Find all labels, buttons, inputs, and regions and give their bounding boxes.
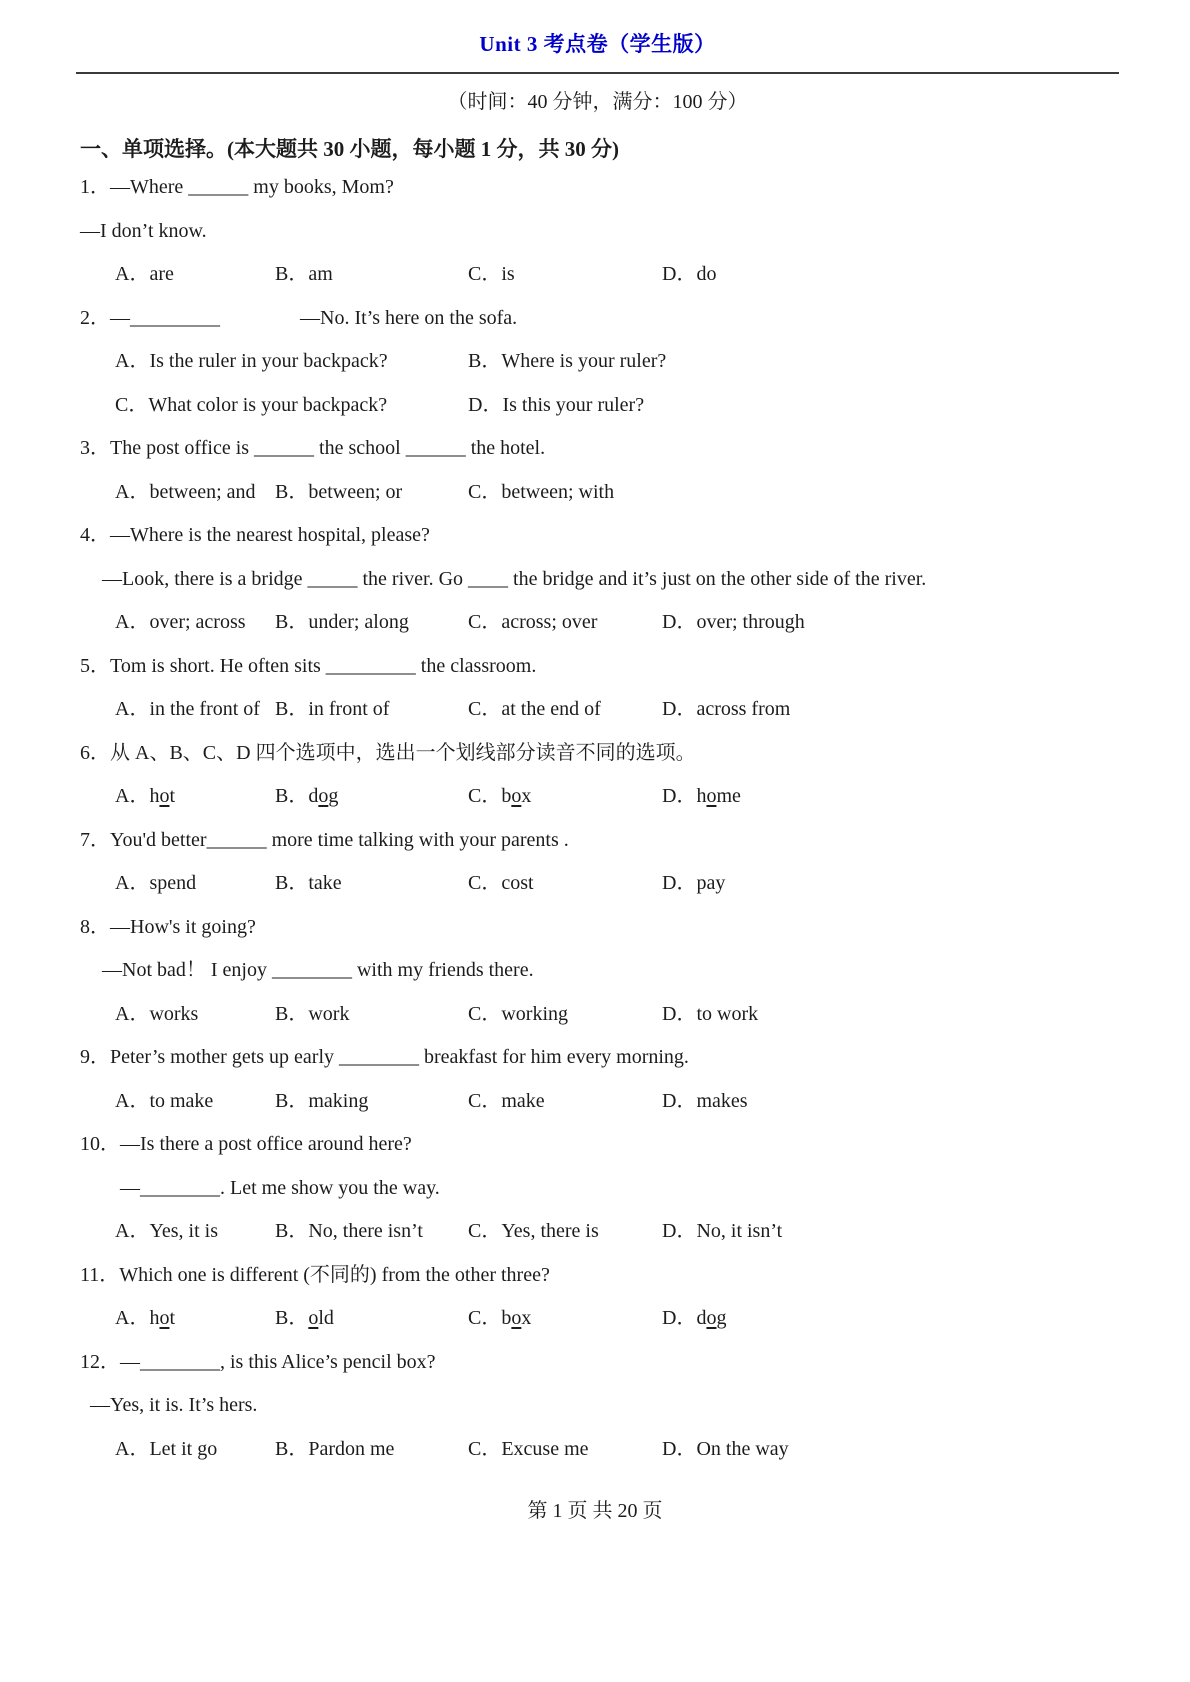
question-7-line-1: 7．You'd better______ more time talking with your parents .	[80, 828, 569, 851]
question-1-line-1: 1．—Where ______ my books, Mom?	[80, 176, 394, 198]
option-d: D．Is this your ruler?	[468, 393, 645, 416]
question-7	[80, 819, 1115, 906]
option-b: B．take	[275, 872, 342, 894]
option-c: C．at the end of	[468, 698, 601, 720]
question-5-options	[80, 688, 1115, 732]
option-d: D．No, it isn’t	[662, 1220, 783, 1242]
question-4-line-1: 4．—Where is the nearest hospital, please?	[80, 524, 430, 546]
question-11	[80, 1254, 1115, 1341]
option-a: A．hot	[115, 785, 176, 807]
question-12-line-1: 12．—________, is this Alice’s pencil box?	[80, 1350, 436, 1373]
question-11-options	[80, 1297, 1115, 1341]
section-heading: 一、单项选择。(本大题共 30 小题，每小题 1 分，共 30 分)	[80, 137, 619, 161]
option-a: A．Is the ruler in your backpack?	[115, 350, 388, 372]
question-2-line-1: 2．—_________ —No. It’s here on the sofa.	[80, 306, 518, 329]
option-d: D．over; through	[662, 611, 805, 633]
option-a: A．are	[115, 263, 174, 285]
option-d: D．pay	[662, 872, 726, 894]
question-4	[80, 514, 1115, 645]
option-d: D．makes	[662, 1089, 748, 1112]
question-10	[80, 1123, 1115, 1254]
option-b: B．am	[275, 263, 333, 285]
question-12-options	[80, 1428, 1115, 1472]
question-5	[80, 645, 1115, 732]
question-6-options	[80, 775, 1115, 819]
question-7-options	[80, 862, 1115, 906]
question-9-line-1: 9．Peter’s mother gets up early ________ breakfast for him every morning.	[80, 1046, 689, 1068]
option-d: D．across from	[662, 698, 791, 720]
option-c: C．working	[468, 1002, 568, 1025]
option-b: B．dog	[275, 785, 339, 807]
option-a: A．between; and	[115, 480, 256, 503]
option-c: C．between; with	[468, 480, 615, 503]
question-2-options-row-1	[80, 340, 1115, 384]
option-d: D．to work	[662, 1002, 759, 1025]
option-b: B．between; or	[275, 480, 403, 503]
question-3	[80, 427, 1115, 514]
option-a: A．to make	[115, 1089, 214, 1112]
option-c: C．cost	[468, 872, 534, 894]
option-b: B．Where is your ruler?	[468, 350, 667, 372]
question-6	[80, 732, 1115, 819]
option-c: C．across; over	[468, 611, 598, 633]
question-6-line-1: 6．从 A、B、C、D 四个选项中，选出一个划线部分读音不同的选项。	[80, 741, 696, 764]
option-b: B．making	[275, 1089, 369, 1112]
option-a: A．in the front of	[115, 698, 260, 720]
question-3-options	[80, 471, 1115, 515]
question-8-line-1: 8．—How's it going?	[80, 915, 256, 938]
option-c: C．What color is your backpack?	[115, 393, 388, 416]
option-c: C．Yes, there is	[468, 1220, 599, 1242]
option-a: A．works	[115, 1002, 199, 1025]
option-c: C．box	[468, 1307, 532, 1329]
question-10-line-2: —________. Let me show you the way.	[120, 1176, 440, 1199]
option-c: C．box	[468, 785, 532, 807]
option-c: C．make	[468, 1089, 545, 1112]
question-12-line-2: —Yes, it is. It’s hers.	[90, 1394, 258, 1416]
title-divider	[76, 72, 1119, 74]
question-1	[80, 166, 1115, 297]
question-2-options-row-2	[80, 384, 1115, 428]
question-5-line-1: 5．Tom is short. He often sits _________ the classroom.	[80, 654, 537, 677]
option-d: D．do	[662, 263, 717, 285]
question-1-options	[80, 253, 1115, 297]
option-b: B．No, there isn’t	[275, 1220, 423, 1242]
page-title: Unit 3 考点卷（学生版）	[479, 32, 716, 56]
option-a: A．Let it go	[115, 1437, 218, 1460]
option-a: A．spend	[115, 872, 197, 894]
option-a: A．Yes, it is	[115, 1220, 218, 1242]
question-1-line-2: —I don’t know.	[80, 219, 207, 242]
option-b: B．in front of	[275, 698, 390, 720]
option-b: B．work	[275, 1002, 350, 1025]
question-4-options	[80, 601, 1115, 645]
option-c: C．Excuse me	[468, 1437, 589, 1460]
question-2	[80, 297, 1115, 428]
question-9-options	[80, 1080, 1115, 1124]
question-10-line-1: 10．—Is there a post office around here?	[80, 1133, 412, 1155]
option-d: D．home	[662, 785, 741, 807]
option-d: D．On the way	[662, 1437, 789, 1460]
option-b: B．under; along	[275, 611, 409, 633]
option-b: B．Pardon me	[275, 1437, 395, 1460]
question-8-options	[80, 993, 1115, 1037]
exam-meta: （时间：40 分钟，满分：100 分）	[447, 91, 748, 113]
question-11-line-1: 11．Which one is different (不同的) from the other three?	[80, 1263, 550, 1286]
page-number: 第 1 页 共 20 页	[527, 1500, 663, 1522]
question-8	[80, 906, 1115, 1037]
question-3-line-1: 3．The post office is ______ the school ______ the hotel.	[80, 437, 546, 459]
question-9	[80, 1036, 1115, 1123]
option-a: A．hot	[115, 1307, 176, 1329]
question-12	[80, 1341, 1115, 1472]
option-a: A．over; across	[115, 611, 246, 633]
option-c: C．is	[468, 263, 515, 285]
question-4-line-2: —Look, there is a bridge _____ the river. Go ____ the bridge and it’s just on the other side of the river.	[102, 567, 927, 590]
option-d: D．dog	[662, 1307, 727, 1329]
question-8-line-2: —Not bad！ I enjoy ________ with my friends there.	[102, 959, 534, 981]
question-10-options	[80, 1210, 1115, 1254]
option-b: B．old	[275, 1307, 334, 1329]
